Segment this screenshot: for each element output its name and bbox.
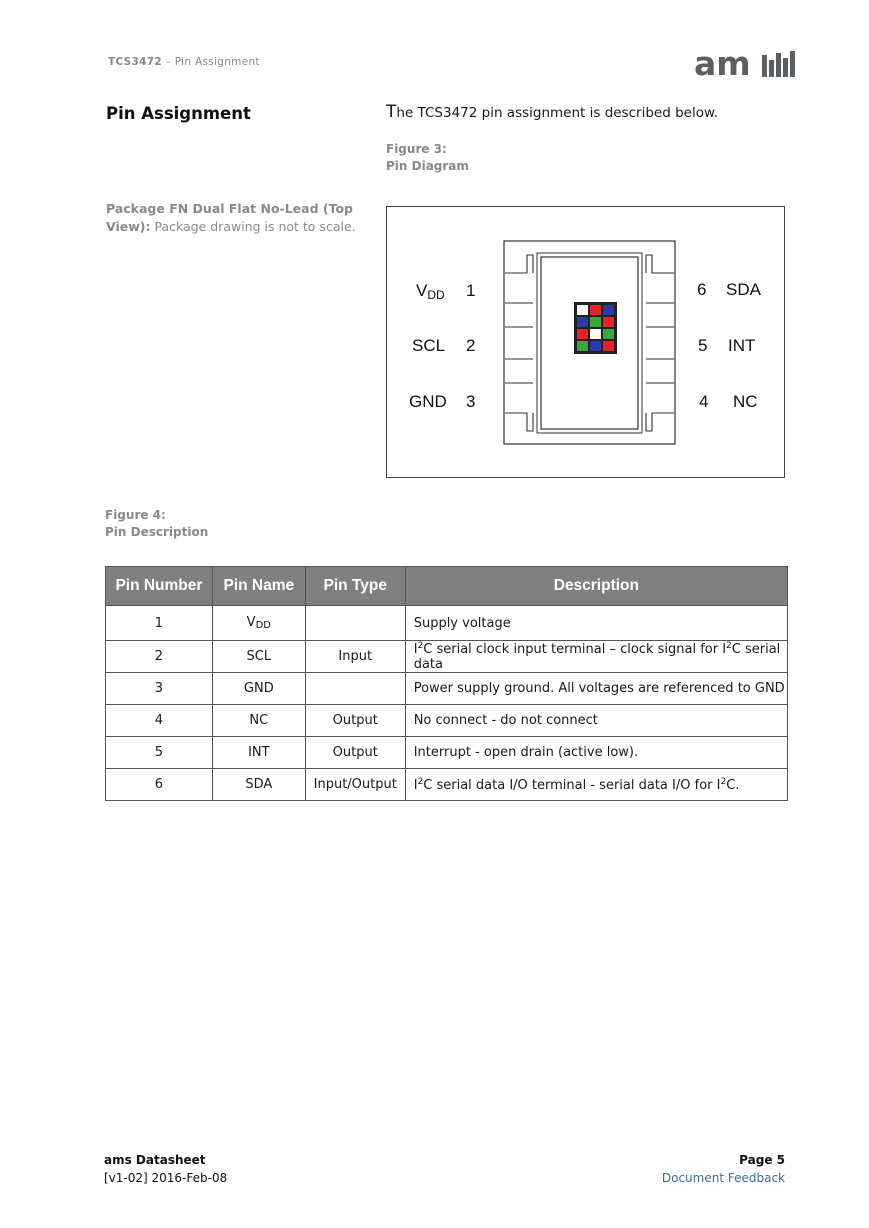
cell-pin-type: Output [305, 737, 405, 769]
cell-description: $I^2C$ serial data I/O terminal - serial data I/O for $I^2C$. [405, 769, 787, 801]
cell-description: Power supply ground. All voltages are referenced to GND [405, 673, 787, 705]
pin-description-table [105, 566, 788, 801]
header-separator: – [161, 56, 175, 68]
sensor-cell [590, 305, 601, 315]
cell-pin-number: 1 [106, 606, 213, 641]
section-title: Pin Assignment [106, 104, 251, 123]
table-header-row [106, 567, 788, 606]
right-pin-4-label: NC [733, 392, 758, 411]
sensor-cell [603, 329, 614, 339]
table-row [106, 769, 788, 801]
sensor-cell [603, 317, 614, 327]
cell-pin-name: SCL [212, 641, 305, 673]
col-description: Description [405, 567, 787, 606]
sensor-cell [577, 341, 588, 351]
cell-description: Interrupt - open drain (active low). [405, 737, 787, 769]
package-note-bold: Package FN Dual Flat No-Lead (Top View): [106, 201, 354, 234]
intro-rest: he TCS3472 pin assignment is described below. [396, 105, 719, 121]
right-pin-5-label: INT [728, 336, 756, 355]
cell-pin-number: 6 [106, 769, 213, 801]
footer-left [104, 1151, 227, 1187]
left-pin-2-label: SCL [412, 336, 446, 355]
cell-pin-number: 4 [106, 705, 213, 737]
sensor-cell [590, 317, 601, 327]
cell-description: Supply voltage [405, 606, 787, 641]
left-pin-3-number: 3 [466, 392, 476, 411]
figure4-number: Figure 4: [105, 508, 166, 522]
document-feedback-link[interactable]: Document Feedback [661, 1171, 785, 1185]
header-section: Pin Assignment [174, 56, 260, 68]
cell-pin-type: Input [305, 641, 405, 673]
sensor-cell [603, 341, 614, 351]
cell-pin-type [305, 606, 405, 641]
right-pin-5-number: 5 [698, 336, 708, 355]
figure4-caption [105, 507, 208, 541]
intro-text [386, 102, 718, 122]
intro-dropcap: T [386, 102, 397, 122]
right-pin-6-label: SDA [726, 280, 761, 299]
cell-pin-type: Input/Output [305, 769, 405, 801]
sensor-cell [577, 317, 588, 327]
left-pin-1-number: 1 [466, 281, 476, 300]
col-pin-number: Pin Number [106, 567, 213, 606]
left-pin-3-label: GND [409, 392, 447, 411]
left-pin-2-number: 2 [466, 336, 476, 355]
cell-pin-type: Output [305, 705, 405, 737]
package-drawing [387, 207, 786, 479]
table-row [106, 673, 788, 705]
sensor-cell [577, 305, 588, 315]
footer-page-number: Page 5 [739, 1153, 785, 1167]
header-doc-id: TCS3472 [108, 56, 162, 68]
cell-pin-name: $V_{DD}$ [212, 606, 305, 641]
package-note-text: Package drawing is not to scale. [150, 219, 356, 234]
table-row [106, 641, 788, 673]
cell-description: No connect - do not connect [405, 705, 787, 737]
cell-pin-name: INT [212, 737, 305, 769]
figure3-number: Figure 3: [386, 142, 447, 156]
left-pin-1-label: $V_{DD}$ [416, 281, 445, 302]
logo-text: am [694, 48, 751, 80]
footer-version: [v1-02] 2016-Feb-08 [104, 1171, 228, 1185]
cell-pin-number: 5 [106, 737, 213, 769]
sensor-cell [590, 341, 601, 351]
cell-pin-number: 3 [106, 673, 213, 705]
cell-pin-type [305, 673, 405, 705]
ams-logo [694, 48, 796, 80]
cell-pin-name: GND [212, 673, 305, 705]
col-pin-name: Pin Name [212, 567, 305, 606]
table-row [106, 606, 788, 641]
sensor-cell [577, 329, 588, 339]
package-note [106, 200, 356, 236]
sensor-cell [590, 329, 601, 339]
right-pin-6-number: 6 [697, 280, 707, 299]
right-pin-4-number: 4 [699, 392, 709, 411]
table-row [106, 737, 788, 769]
pin-diagram [386, 206, 785, 478]
cell-pin-number: 2 [106, 641, 213, 673]
cell-pin-name: NC [212, 705, 305, 737]
col-pin-type: Pin Type [305, 567, 405, 606]
figure4-title: Pin Description [105, 525, 209, 539]
color-sensor-array [574, 302, 617, 354]
running-header [108, 56, 260, 68]
figure3-caption [386, 141, 469, 175]
cell-pin-name: SDA [212, 769, 305, 801]
sensor-cell [603, 305, 614, 315]
figure3-title: Pin Diagram [386, 159, 469, 173]
footer-doc-type: ams Datasheet [104, 1153, 206, 1167]
footer-right [662, 1151, 785, 1187]
cell-description: $I^2C$ serial clock input terminal – clock signal for $I^2C$ serial data [405, 641, 787, 673]
table-row [106, 705, 788, 737]
